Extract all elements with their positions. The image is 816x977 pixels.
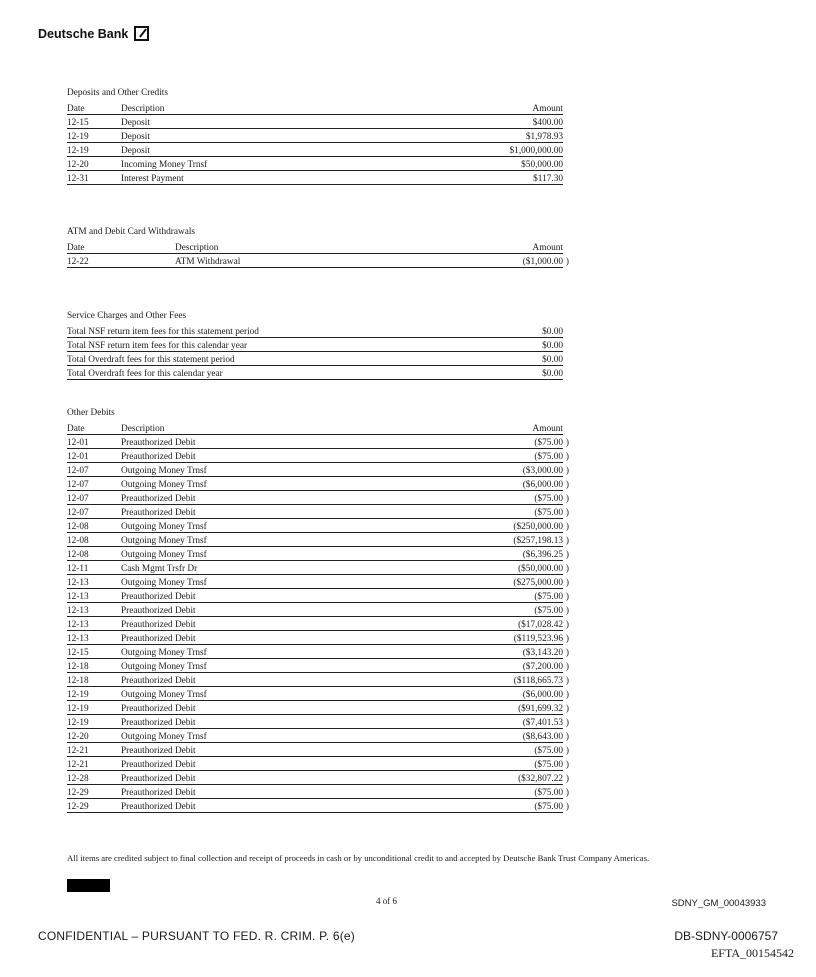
row-description: Preauthorized Debit [121,746,196,756]
row-date: 12-22 [67,257,89,267]
col-date: Date [67,424,85,434]
closing-paren: ) [565,802,569,812]
debits-title: Other Debits [67,408,115,418]
closing-paren: ) [565,620,569,630]
row-description: Preauthorized Debit [121,718,196,728]
closing-paren: ) [565,704,569,714]
closing-paren: ) [565,257,569,267]
table-row [67,157,563,171]
row-date: 12-15 [67,118,89,128]
col-description: Description [121,424,165,434]
row-date: 12-19 [67,132,89,142]
closing-paren: ) [565,480,569,490]
row-date: 12-20 [67,160,89,170]
table-row [67,701,569,715]
table-row [67,129,563,143]
row-date: 12-21 [67,746,89,756]
table-row [67,171,563,185]
row-amount: ($7,200.00 [522,662,563,672]
row-date: 12-15 [67,648,89,658]
row-amount: ($75.00 [534,452,563,462]
row-description: Outgoing Money Trnsf [121,480,207,490]
table-row [67,561,569,575]
fee-label: Total NSF return item fees for this calendar year [67,341,248,351]
row-date: 12-28 [67,774,89,784]
redaction-block [67,879,110,892]
row-amount: ($250,000.00 [513,522,563,532]
fee-row [67,352,563,366]
closing-paren: ) [565,718,569,728]
closing-paren: ) [565,648,569,658]
row-description: Preauthorized Debit [121,438,196,448]
row-amount: ($257,198.13 [513,536,563,546]
table-row [67,435,569,449]
row-description: Preauthorized Debit [121,606,196,616]
closing-paren: ) [565,774,569,784]
closing-paren: ) [565,536,569,546]
row-amount: ($50,000.00 [518,564,563,574]
row-amount: ($3,000.00 [522,466,563,476]
row-date: 12-29 [67,788,89,798]
row-description: Cash Mgmt Trsfr Dr [121,564,198,574]
row-description: Deposit [121,146,150,156]
row-amount: ($17,028.42 [518,620,563,630]
table-row [67,533,569,547]
row-date: 12-11 [67,564,89,574]
row-description: Preauthorized Debit [121,620,196,630]
bates-db: DB-SDNY-0006757 [674,929,778,943]
row-amount: ($91,699.32 [518,704,563,714]
row-date: 12-31 [67,174,89,184]
row-description: Preauthorized Debit [121,802,196,812]
row-description: Preauthorized Debit [121,592,196,602]
row-amount: ($6,000.00 [522,480,563,490]
row-description: Preauthorized Debit [121,452,196,462]
deutsche-bank-logo-icon [134,26,149,41]
row-amount: ($75.00 [534,494,563,504]
row-amount: ($75.00 [534,788,563,798]
row-description: Outgoing Money Trnsf [121,662,207,672]
fee-amount: $0.00 [542,355,563,365]
closing-paren: ) [565,438,569,448]
row-amount: $400.00 [532,118,563,128]
table-row [67,477,569,491]
col-description: Description [121,104,165,114]
closing-paren: ) [565,606,569,616]
row-date: 12-08 [67,550,89,560]
table-row [67,463,569,477]
row-amount: ($75.00 [534,438,563,448]
fee-amount: $0.00 [542,341,563,351]
row-description: Outgoing Money Trnsf [121,550,207,560]
row-description: Preauthorized Debit [121,788,196,798]
table-row [67,575,569,589]
closing-paren: ) [565,550,569,560]
table-row [67,673,569,687]
row-amount: ($75.00 [534,746,563,756]
closing-paren: ) [565,662,569,672]
table-row [67,547,569,561]
fees-section [67,311,563,380]
table-row [67,799,569,813]
row-date: 12-18 [67,676,89,686]
fee-row [67,338,563,352]
row-date: 12-19 [67,718,89,728]
row-description: Incoming Money Trnsf [121,160,208,170]
row-date: 12-21 [67,760,89,770]
row-amount: ($3,143.20 [522,648,563,658]
closing-paren: ) [565,732,569,742]
row-amount: ($119,523.96 [513,634,563,644]
row-date: 12-18 [67,662,89,672]
table-row [67,491,569,505]
table-row [67,603,569,617]
disclaimer-note: All items are credited subject to final collection and receipt of proceeds in cash or by unconditional credit to and accepted by Deutsche Bank Trust Company Americas. [67,853,650,863]
row-amount: ($6,396.25 [522,550,563,560]
fee-row [67,366,563,380]
row-amount: ($75.00 [534,592,563,602]
table-row [67,715,569,729]
row-date: 12-08 [67,522,89,532]
col-date: Date [67,243,85,253]
row-description: Preauthorized Debit [121,508,196,518]
closing-paren: ) [565,592,569,602]
debits-section [67,408,569,813]
col-description: Description [175,243,219,253]
table-row [67,687,569,701]
row-date: 12-01 [67,452,89,462]
row-date: 12-07 [67,480,89,490]
table-row [67,449,569,463]
fee-label: Total NSF return item fees for this statement period [67,327,259,337]
row-amount: ($32,807.22 [518,774,563,784]
row-amount: ($1,000.00 [522,257,563,267]
row-description: Deposit [121,132,150,142]
row-description: Preauthorized Debit [121,704,196,714]
closing-paren: ) [565,676,569,686]
table-row [67,757,569,771]
closing-paren: ) [565,690,569,700]
row-description: Outgoing Money Trnsf [121,522,207,532]
row-description: ATM Withdrawal [175,257,241,267]
col-amount: Amount [532,104,563,114]
row-date: 12-19 [67,704,89,714]
row-date: 12-19 [67,146,89,156]
table-row [67,785,569,799]
table-row [67,659,569,673]
closing-paren: ) [565,760,569,770]
table-row [67,617,569,631]
closing-paren: ) [565,494,569,504]
row-amount: ($275,000.00 [513,578,563,588]
deposits-title: Deposits and Other Credits [67,88,168,98]
atm-header-row [67,240,563,254]
closing-paren: ) [565,466,569,476]
confidential-notice: CONFIDENTIAL – PURSUANT TO FED. R. CRIM. P. 6(e) [38,929,355,943]
closing-paren: ) [565,634,569,644]
closing-paren: ) [565,508,569,518]
row-description: Outgoing Money Trnsf [121,536,207,546]
table-row [67,254,569,268]
efta-number: EFTA_00154542 [710,946,794,960]
row-amount: ($75.00 [534,760,563,770]
table-row [67,645,569,659]
row-date: 12-01 [67,438,89,448]
fees-title: Service Charges and Other Fees [67,311,187,321]
atm-section [67,227,569,268]
row-description: Interest Payment [121,174,184,184]
row-date: 12-07 [67,508,89,518]
row-date: 12-29 [67,802,89,812]
closing-paren: ) [565,564,569,574]
table-row [67,519,569,533]
row-date: 12-07 [67,494,89,504]
row-description: Preauthorized Debit [121,774,196,784]
row-amount: ($8,643.00 [522,732,563,742]
table-row [67,743,569,757]
row-description: Outgoing Money Trnsf [121,578,207,588]
row-description: Outgoing Money Trnsf [121,732,207,742]
bank-header [38,26,149,41]
deposits-section [67,88,563,185]
row-description: Preauthorized Debit [121,676,196,686]
row-amount: ($75.00 [534,606,563,616]
closing-paren: ) [565,746,569,756]
row-amount: ($7,401.53 [522,718,563,728]
row-amount: ($75.00 [534,508,563,518]
row-date: 12-07 [67,466,89,476]
debits-header-row [67,421,563,435]
atm-title: ATM and Debit Card Withdrawals [67,227,196,237]
table-row [67,505,569,519]
closing-paren: ) [565,522,569,532]
row-description: Preauthorized Debit [121,634,196,644]
row-description: Outgoing Money Trnsf [121,648,207,658]
row-amount: ($75.00 [534,802,563,812]
row-date: 12-13 [67,634,89,644]
col-date: Date [67,104,85,114]
fee-amount: $0.00 [542,369,563,379]
fee-label: Total Overdraft fees for this calendar year [67,369,223,379]
closing-paren: ) [565,788,569,798]
row-description: Preauthorized Debit [121,760,196,770]
row-date: 12-13 [67,592,89,602]
row-amount: $1,000,000.00 [509,146,563,156]
closing-paren: ) [565,452,569,462]
table-row [67,729,569,743]
row-date: 12-19 [67,690,89,700]
bates-gm: SDNY_GM_00043933 [671,898,766,909]
row-amount: ($6,000.00 [522,690,563,700]
row-date: 12-13 [67,578,89,588]
col-amount: Amount [532,243,563,253]
row-amount: $50,000.00 [521,160,563,170]
row-amount: $1,978.93 [525,132,563,142]
row-description: Outgoing Money Trnsf [121,690,207,700]
table-row [67,143,563,157]
fee-label: Total Overdraft fees for this statement period [67,355,235,365]
row-date: 12-13 [67,620,89,630]
row-amount: ($118,665.73 [513,676,563,686]
table-row [67,771,569,785]
table-row [67,589,569,603]
table-row [67,115,563,129]
closing-paren: ) [565,578,569,588]
row-description: Deposit [121,118,150,128]
row-date: 12-20 [67,732,89,742]
page-number: 4 of 6 [376,896,397,906]
fee-amount: $0.00 [542,327,563,337]
row-description: Outgoing Money Trnsf [121,466,207,476]
row-amount: $117.30 [533,174,563,184]
row-date: 12-13 [67,606,89,616]
table-row [67,631,569,645]
brand-name: Deutsche Bank [38,26,129,41]
row-description: Preauthorized Debit [121,494,196,504]
row-date: 12-08 [67,536,89,546]
col-amount: Amount [532,424,563,434]
deposits-header-row [67,101,563,115]
fee-row [67,324,563,338]
